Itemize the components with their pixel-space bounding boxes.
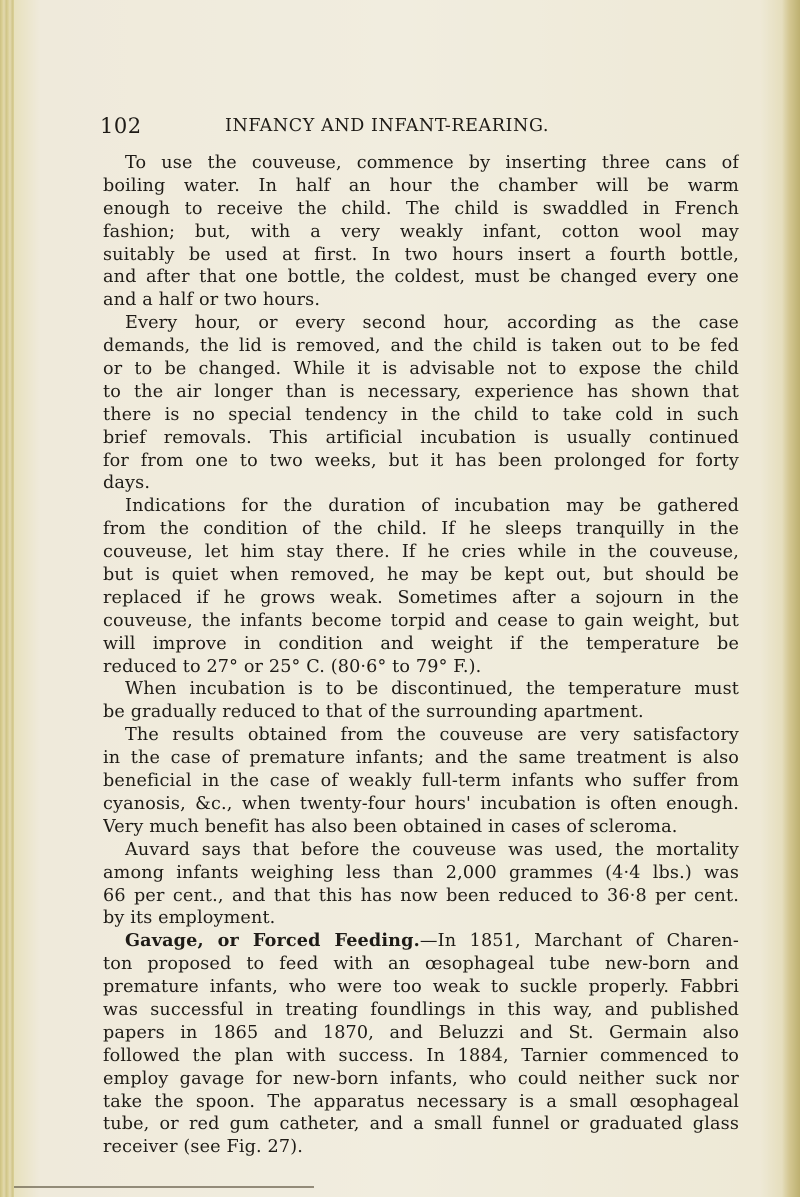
running-header xyxy=(100,114,740,138)
paragraph xyxy=(103,152,739,312)
text-line: boiling water. In half an hour the chamber will be warm xyxy=(103,175,739,196)
text-line: 66 per cent., and that this has now been reduced to 36·8 per cent. xyxy=(103,885,739,906)
gavage-paragraph xyxy=(103,930,739,1159)
page-edge-shadow xyxy=(782,0,800,1197)
text-line: or to be changed. While it is advisable not to expose the child xyxy=(103,359,739,380)
paragraph xyxy=(103,724,739,838)
text-line: and a half or two hours. xyxy=(103,290,321,311)
paragraph xyxy=(103,495,739,678)
text-line: was successful in treating foundlings in this way, and published xyxy=(103,999,739,1020)
text-line: Very much benefit has also been obtained in cases of scleroma. xyxy=(103,816,678,837)
text-line: among infants weighing less than 2,000 grammes (4·4 lbs.) was xyxy=(103,862,739,883)
text-line: but is quiet when removed, he may be kept out, but should be xyxy=(103,565,739,586)
body-text xyxy=(103,152,739,1159)
text-line: fashion; but, with a very weakly infant, cotton wool may xyxy=(103,221,739,242)
text-line: cyanosis, &c., when twenty-four hours' incubation is often enough. xyxy=(103,793,739,814)
text-line: When incubation is to be discontinued, the temperature must xyxy=(125,679,739,700)
text-line: couveuse, let him stay there. If he cries while in the couveuse, xyxy=(103,542,739,563)
text-line: Indications for the duration of incubation may be gathered xyxy=(125,496,739,517)
text-line: demands, the lid is removed, and the child is taken out to be fed xyxy=(103,336,739,357)
text-line: The results obtained from the couveuse are very satisfactory xyxy=(125,725,739,746)
text-line: replaced if he grows weak. Sometimes after a sojourn in the xyxy=(103,587,739,608)
page-number: 102 xyxy=(100,114,142,138)
text-line: ton proposed to feed with an œsophageal tube new-born and xyxy=(103,954,739,975)
text-line: premature infants, who were too weak to suckle properly. Fabbri xyxy=(103,977,739,998)
text-line: papers in 1865 and 1870, and Beluzzi and St. Germain also xyxy=(103,1022,739,1043)
text-line: couveuse, the infants become torpid and cease to gain weight, but xyxy=(103,610,739,631)
text-line: for from one to two weeks, but it has been prolonged for forty xyxy=(103,450,739,471)
running-title: INFANCY AND INFANT-REARING. xyxy=(225,116,550,136)
text-line: take the spoon. The apparatus necessary is a small œsophageal xyxy=(103,1091,739,1112)
text-line: Auvard says that before the couveuse was used, the mortality xyxy=(125,839,739,860)
text-line: be gradually reduced to that of the surrounding apartment. xyxy=(103,702,644,723)
text-line: to the air longer than is necessary, experience has shown that xyxy=(103,381,739,402)
text-line: by its employment. xyxy=(103,908,276,929)
text-line: employ gavage for new-born infants, who could neither suck nor xyxy=(103,1068,739,1089)
page-spine-shadow xyxy=(0,0,14,1197)
text-line: suitably be used at first. In two hours insert a fourth bottle, xyxy=(103,244,739,265)
paragraph xyxy=(103,312,739,495)
text-line: days. xyxy=(103,473,151,494)
text-line: To use the couveuse, commence by inserting three cans of xyxy=(125,153,739,173)
paragraph xyxy=(103,678,739,724)
text-line xyxy=(103,930,739,953)
text-line: receiver (see Fig. 27). xyxy=(103,1137,303,1158)
section-heading: Gavage, or Forced Feeding. xyxy=(125,930,420,952)
text-line: tube, or red gum catheter, and a small funnel or graduated glass xyxy=(103,1114,739,1135)
text-line: there is no special tendency in the child to take cold in such xyxy=(103,404,739,425)
text-line: enough to receive the child. The child is swaddled in French xyxy=(103,198,739,219)
text-line: and after that one bottle, the coldest, must be changed every one xyxy=(103,267,739,288)
text-line: in the case of premature infants; and the same treatment is also xyxy=(103,748,739,769)
text-line: from the condition of the child. If he sleeps tranquilly in the xyxy=(103,519,739,540)
text-line: will improve in condition and weight if the temperature be xyxy=(103,633,739,654)
text-fragment: —In 1851, Marchant of Charen- xyxy=(419,931,739,952)
text-line: beneficial in the case of weakly full-term infants who suffer from xyxy=(103,771,739,792)
text-line: brief removals. This artificial incubation is usually continued xyxy=(103,427,739,448)
paragraph xyxy=(103,839,739,931)
page-bottom-edge xyxy=(14,1186,314,1188)
text-line: Every hour, or every second hour, according as the case xyxy=(125,313,739,334)
text-line: reduced to 27° or 25° C. (80·6° to 79° F.). xyxy=(103,656,482,677)
text-line: followed the plan with success. In 1884, Tarnier commenced to xyxy=(103,1045,739,1066)
